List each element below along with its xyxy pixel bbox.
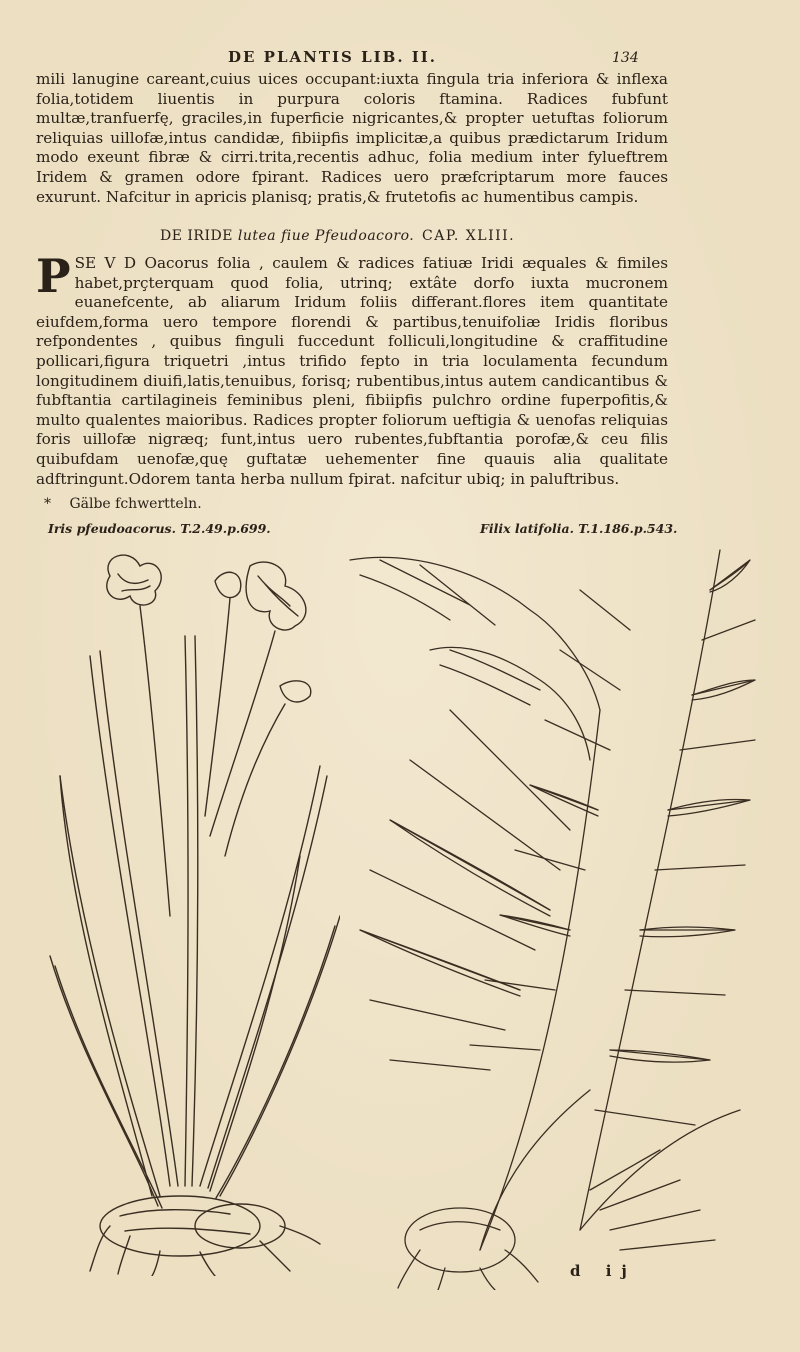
drop-capital: P xyxy=(36,249,71,303)
vernacular-name-text: Gälbe fchwertteln. xyxy=(69,496,202,512)
caption-iris: Iris pfeudoacorus. T.2.49.p.699. xyxy=(48,521,271,536)
paragraph-continued: mili lanugine careant,cuius uices occupant:iuxta fingula tria inferiora & inflexa folia,totidem liuentis in purpura coloris ftamina. Radices fubfunt multæ,tranfuerfę, graciles,in fuperficie nigricantes,& propter uetuftas foliorum reliquias uillofæ,intus candidæ, fibiipfis implicitæ,a quibus prædictarum Iridum modo exeunt fibræ & cirri.trita,recentis adhuc, folia medium inter fylueftrem Iridem & gramen odore fpirant. Radices uero præfcriptarum more fauces exurunt. Nafcitur in apricis planisq; pratis,& frutetofis ac humentibus campis. xyxy=(36,70,668,206)
chapter-paragraph xyxy=(36,249,668,489)
running-head: DE PLANTIS LIB. II. xyxy=(228,48,438,66)
asterisk-mark: * xyxy=(44,496,51,512)
caption-fern: Filix latifolia. T.1.186.p.543. xyxy=(480,521,678,536)
vernacular-name xyxy=(44,496,202,512)
chapter-paragraph-text: SE V D Oacorus folia , caulem & radices fatiuæ Iridi æquales & fimiles habet,prçterquam quod folia, utrinq; extâte dorfo iuxta mucronem euanefcente, ab aliarum Iridum foliis differant.flores item quantitate eiufdem,forma uero tempore florendi & partibus,tenuifoliæ Iridis floribus refpondentes , quibus finguli fuccedunt folliculi,longitudine & craffitudine pollicari,figura triquetri ,intus trifido fepto in tria loculamenta fecundum longitudinem diuifi,latis,tenuibus, forisq; rubentibus,intus autem candicantibus & fubftantia cartilagineis feminibus pleni, fibiipfis pulchro ordine fuperpofitis,& multo qualentes maioribus. Radices propter foliorum ueftigia & uenofas reliquias foris uillofæ nigræq; funt,intus uero rubentes,fubftantia porofæ,& ceu filis quibufdam uenofæ,quę guftatæ uehementer fine quauis alia qualitate adftringunt.Odorem tanta herba nullum fpirat. nafcitur ubiq; in paluftribus. xyxy=(36,254,668,488)
chapter-number: CAP. XLIII. xyxy=(422,228,516,244)
chapter-title-prefix: DE IRIDE xyxy=(160,228,233,244)
chapter-title-italic: lutea fiue Pfeudoacoro. xyxy=(237,228,415,244)
fern-woodcut-illustration xyxy=(330,530,760,1290)
iris-woodcut-illustration xyxy=(40,536,340,1276)
chapter-heading xyxy=(160,228,640,244)
folio-number: 134 xyxy=(612,50,639,66)
signature-mark: d ij xyxy=(570,1262,637,1280)
